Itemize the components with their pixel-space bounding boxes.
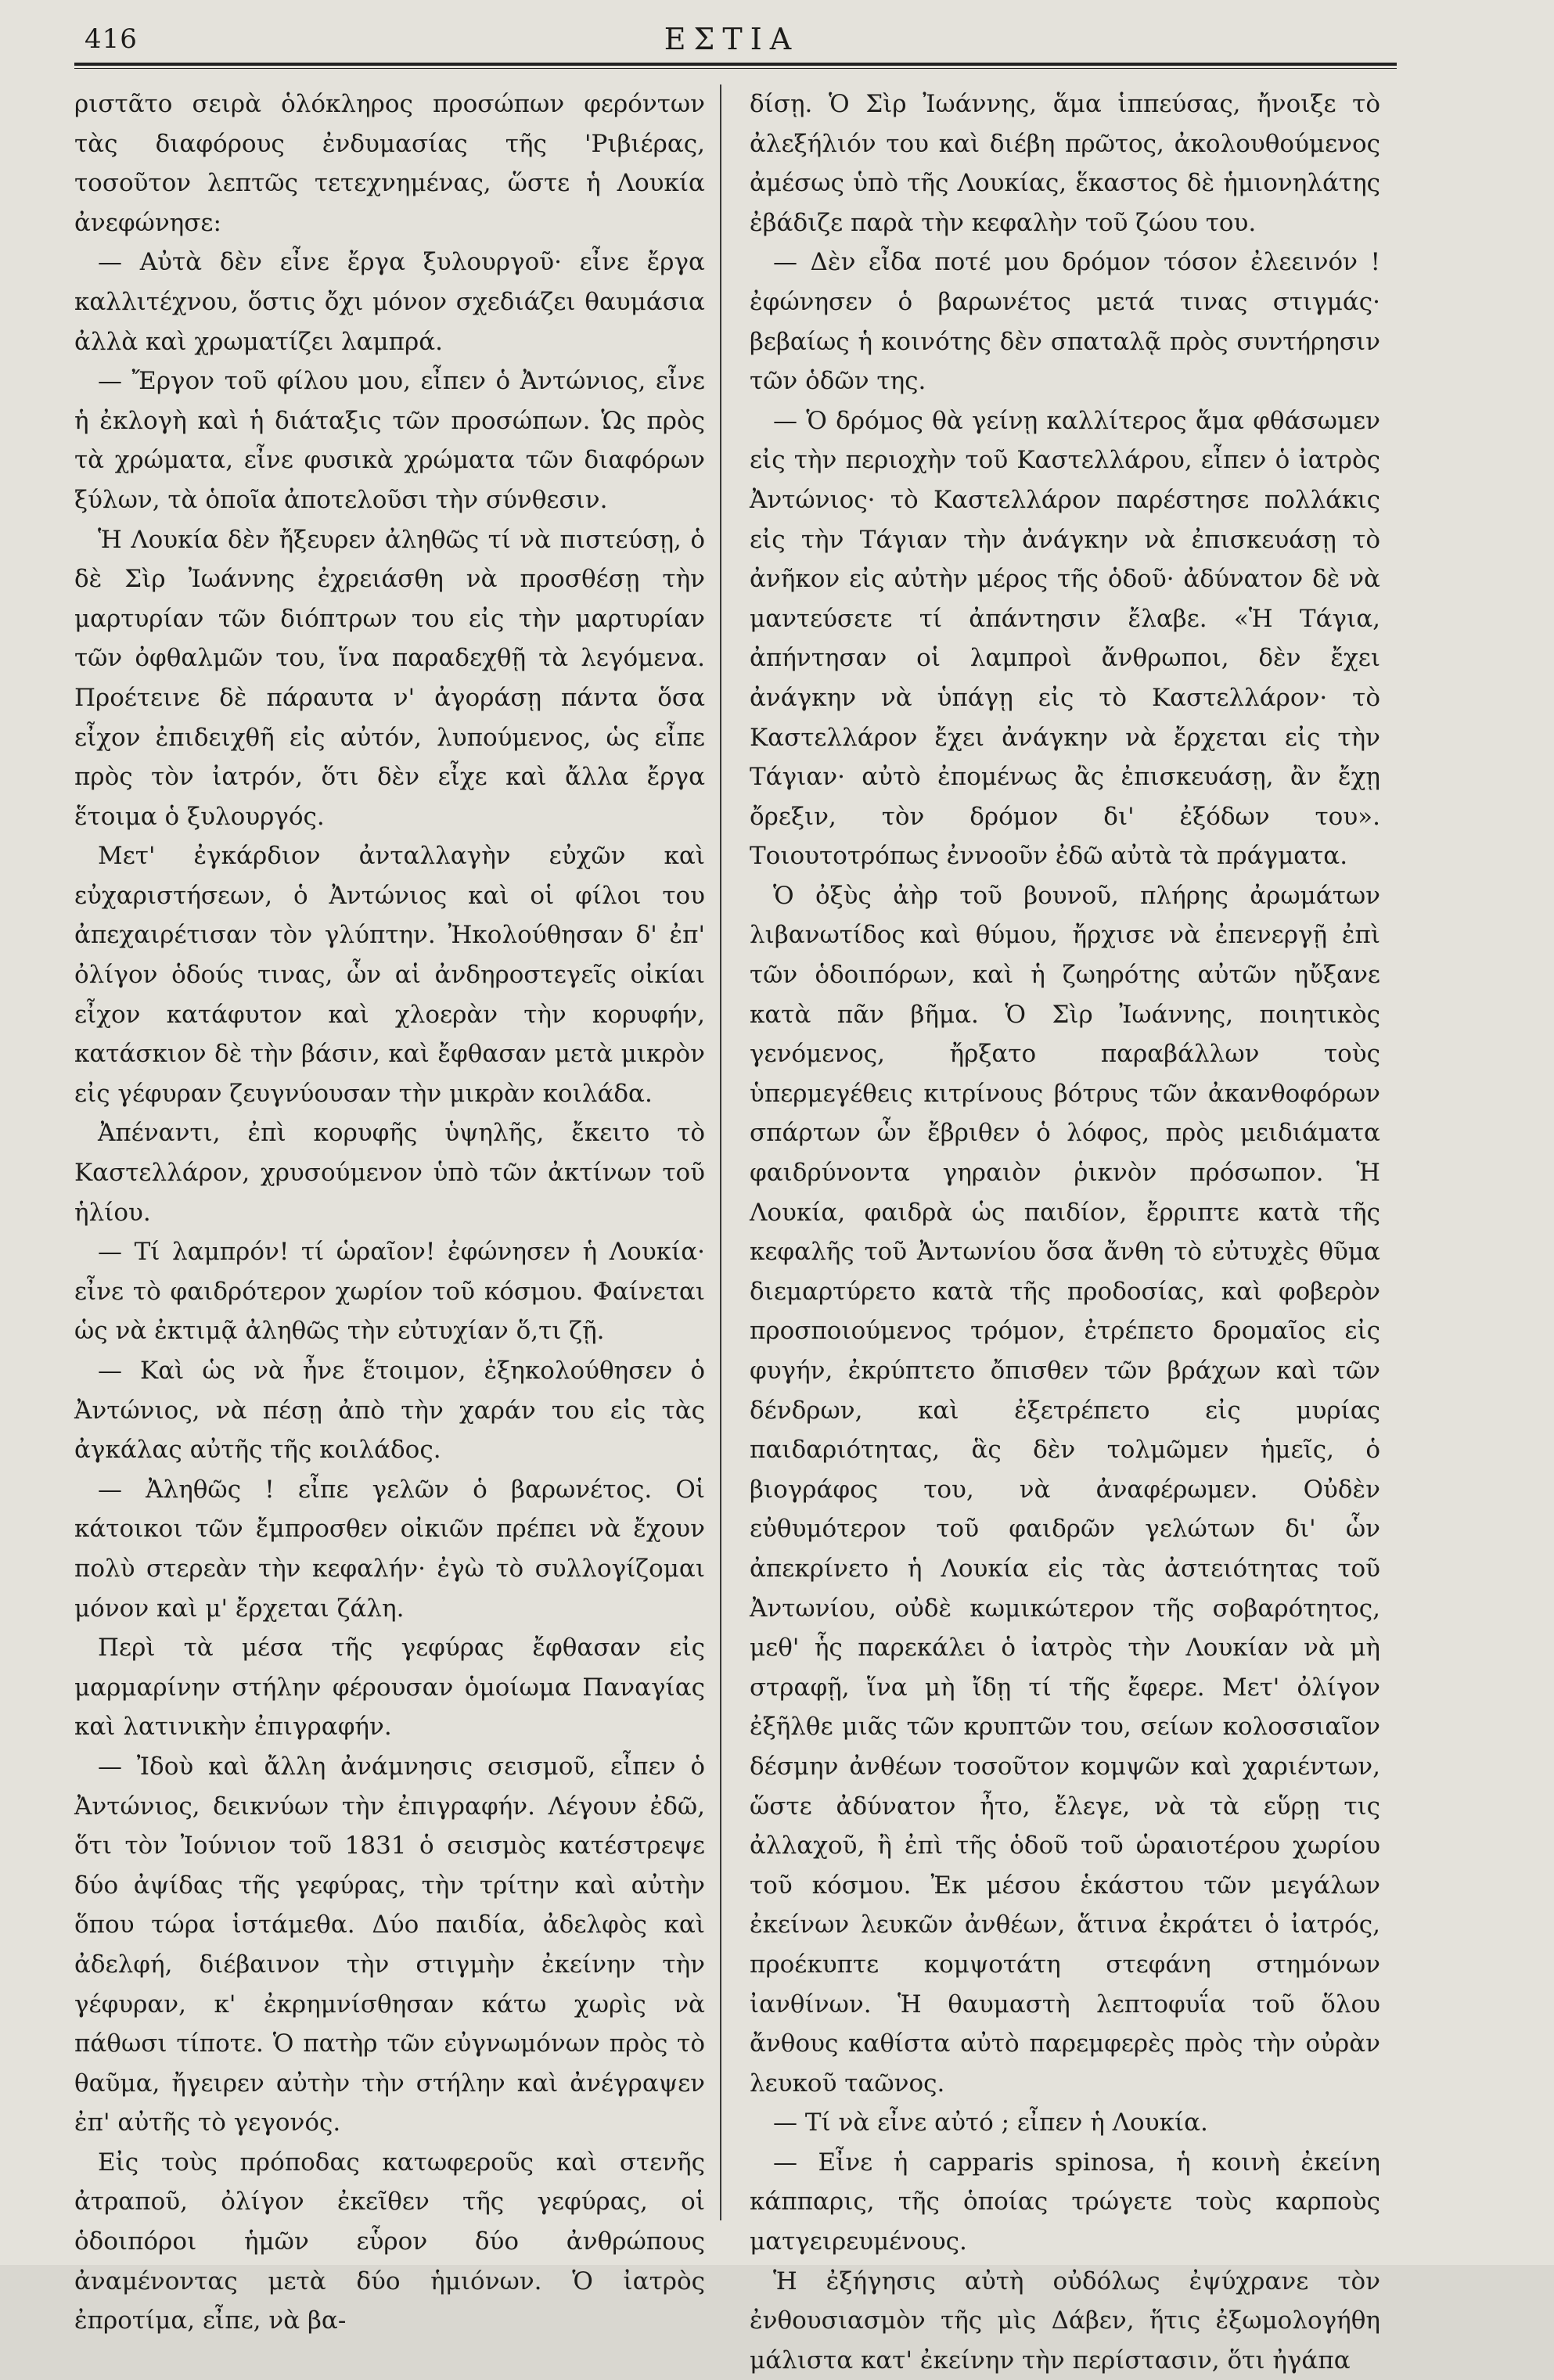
paragraph: δίσῃ. Ὁ Σὶρ Ἰωάννης, ἅμα ἱππεύσας, ἤνοιξε τὸ ἀλεξήλιόν του καὶ διέβη πρῶτος, ἀκολουθούμενος ἀμέσως ὑπὸ τῆς Λουκίας, ἕκαστος δὲ ἡμιονηλάτης ἐβάδιζε παρὰ τὴν κεφαλὴν τοῦ ζώου του. (750, 90, 1380, 237)
header-rule (74, 63, 1397, 69)
paragraph: — Τί λαμπρόν! τί ὡραῖον! ἐφώνησεν ἡ Λουκία· εἶνε τὸ φαιδρότερον χωρίον τοῦ κόσμου. Φαίνεται ὡς νὰ ἐκτιμᾷ ἀληθῶς τὴν εὐτυχίαν ὅ,τι ζῇ. (74, 1238, 705, 1346)
paragraph: — Αὐτὰ δὲν εἶνε ἔργα ξυλουργοῦ· εἶνε ἔργα καλλιτέχνου, ὅστις ὄχι μόνον σχεδιάζει θαυμάσια ἀλλὰ καὶ χρωματίζει λαμπρά. (74, 248, 705, 356)
paragraph: Περὶ τὰ μέσα τῆς γεφύρας ἔφθασαν εἰς μαρμαρίνην στήλην φέρουσαν ὁμοίωμα Παναγίας καὶ λατινικὴν ἐπιγραφήν. (74, 1634, 705, 1742)
paragraph: — Τί νὰ εἶνε αὐτό ; εἶπεν ἡ Λουκία. (773, 2109, 1208, 2137)
left-column (74, 84, 705, 2335)
paragraph: — Δὲν εἶδα ποτέ μου δρόμον τόσον ἐλεεινόν ! ἐφώνησεν ὁ βαρωνέτος μετά τινας στιγμάς· βεβαίως ἡ κοινότης δὲν σπαταλᾷ πρὸς συντήρησιν τῶν ὁδῶν της. (750, 248, 1380, 396)
page-number: 416 (85, 23, 138, 55)
right-column (750, 84, 1380, 2375)
paragraph: Ἡ ἐξήγησις αὐτὴ οὐδόλως ἐψύχρανε τὸν ἐνθουσιασμὸν τῆς μὶς Δάβεν, ἥτις ἐξωμολογήθη μάλιστα κατ' ἐκείνην τὴν περίστασιν, ὅτι ἠγάπα (750, 2267, 1380, 2375)
paragraph: — Ἰδοὺ καὶ ἄλλη ἀνάμνησις σεισμοῦ, εἶπεν ὁ Ἀντώνιος, δεικνύων τὴν ἐπιγραφήν. Λέγουν ἐδῶ, ὅτι τὸν Ἰούνιον τοῦ 1831 ὁ σεισμὸς κατέστρεψε δύο ἀψίδας τῆς γεφύρας, τὴν τρίτην καὶ αὐτὴν ὅπου τώρα ἱστάμεθα. Δύο παιδία, ἀδελφὸς καὶ ἀδελφή, διέβαινον τὴν στιγμὴν ἐκείνην τὴν γέφυραν, κ' ἐκρημνίσθησαν κάτω χωρὶς νὰ πάθωσι τίποτε. Ὁ πατὴρ τῶν εὐγνωμόνων πρὸς τὸ θαῦμα, ἤγειρεν αὐτὴν τὴν στήλην καὶ ἀνέγραψεν ἐπ' αὐτῆς τὸ γεγονός. (74, 1752, 705, 2137)
paragraph: Ὁ ὀξὺς ἀὴρ τοῦ βουνοῦ, πλήρης ἀρωμάτων λιβανωτίδος καὶ θύμου, ἤρχισε νὰ ἐπενεργῇ ἐπὶ τῶν ὁδοιπόρων, καὶ ἡ ζωηρότης αὐτῶν ηὔξανε κατὰ πᾶν βῆμα. Ὁ Σὶρ Ἰωάννης, ποιητικὸς γενόμενος, ἤρξατο παραβάλλων τοὺς ὑπερμεγέθεις κιτρίνους βότρυς τῶν ἀκανθοφόρων σπάρτων ὧν ἔβριθεν ὁ λόφος, πρὸς μειδιάματα φαιδρύνοντα γηραιὸν ῥικνὸν πρόσωπον. Ἡ Λουκία, φαιδρὰ ὡς παιδίον, ἔρριπτε κατὰ τῆς κεφαλῆς τοῦ Ἀντωνίου ὅσα ἄνθη τὸ εὐτυχὲς θῦμα διεμαρτύρετο κατὰ τῆς προδοσίας, καὶ φοβερὸν προσποιούμενος τρόμον, ἐτρέπετο δρομαῖος εἰς φυγήν, ἐκρύπτετο ὄπισθεν τῶν βράχων καὶ τῶν δένδρων, καὶ ἐξετρέπετο εἰς μυρίας παιδαριότητας, ἃς δὲν τολμῶμεν ἡμεῖς, ὁ βιογράφος του, νὰ ἀναφέρωμεν. Οὐδὲν εὐθυμότερον τοῦ φαιδρῶν γελώτων δι' ὧν ἀπεκρίνετο ἡ Λουκία εἰς τὰς ἀστειότητας τοῦ Ἀντωνίου, οὐδὲ κωμικώτερον τῆς σοβαρότητος, μεθ' ἧς παρεκάλει ὁ ἰατρὸς τὴν Λουκίαν νὰ μὴ στραφῇ, ἵνα μὴ ἴδῃ τί τῆς ἔφερε. Μετ' ὀλίγον ἐξῆλθε μιᾶς τῶν κρυπτῶν του, σείων κολοσσιαῖον δέσμην ἀνθέων τοσοῦτον κομψῶν καὶ χαριέντων, ὥστε ἀδύνατον ἦτο, ἔλεγε, νὰ τὰ εὕρῃ τις ἀλλαχοῦ, ἢ ἐπὶ τῆς ὁδοῦ τοῦ ὡραιοτέρου χωρίου τοῦ κόσμου. Ἐκ μέσου ἑκάστου τῶν μεγάλων ἐκείνων λευκῶν ἀνθέων, ἅτινα ἐκράτει ὁ ἰατρός, προέκυπτε κομψοτάτη στεφάνη στημόνων ἰανθίνων. Ἡ θαυμαστὴ λεπτοφυΐα τοῦ ὅλου ἄνθους καθίστα αὐτὸ παρεμφερὲς πρὸς τὴν οὐρὰν λευκοῦ ταῶνος. (750, 881, 1380, 2098)
paragraph: — Ἀληθῶς ! εἶπε γελῶν ὁ βαρωνέτος. Οἱ κάτοικοι τῶν ἔμπροσθεν οἰκιῶν πρέπει νὰ ἔχουν πολὺ στερεὰν τὴν κεφαλήν· ἐγὼ τὸ συλλογίζομαι μόνον καὶ μ' ἔρχεται ζάλη. (74, 1475, 705, 1623)
paragraph: — Εἶνε ἡ capparis spinosa, ἡ κοινὴ ἐκείνη κάππαρις, τῆς ὁποίας τρώγετε τοὺς καρποὺς ματγειρευμένους. (750, 2148, 1380, 2256)
paragraph: — Ὁ δρόμος θὰ γείνῃ καλλίτερος ἅμα φθάσωμεν εἰς τὴν περιοχὴν τοῦ Καστελλάρου, εἶπεν ὁ ἰατρὸς Ἀντώνιος· τὸ Καστελλάρον παρέστησε πολλάκις εἰς τὴν Τάγιαν τὴν ἀνάγκην νὰ ἐπισκευάσῃ τὸ ἀνῆκον εἰς αὐτὴν μέρος τῆς ὁδοῦ· ἀδύνατον δὲ νὰ μαντεύσετε τί ἀπάντησιν ἔλαβε. «Ἡ Τάγια, ἀπήντησαν οἱ λαμπροὶ ἄνθρωποι, δὲν ἔχει ἀνάγκην νὰ ὑπάγῃ εἰς τὸ Καστελλάρον· τὸ Καστελλάρον ἔχει ἀνάγκην νὰ ἔρχεται εἰς τὴν Τάγιαν· αὐτὸ ἐπομένως ἂς ἐπισκευάσῃ, ἂν ἔχῃ ὄρεξιν, τὸν δρόμον δι' ἐξόδων του». Τοιουτοτρόπως ἐννοοῦν ἐδῶ αὐτὰ τὰ πράγματα. (750, 406, 1380, 871)
paragraph: Εἰς τοὺς πρόποδας κατωφεροῦς καὶ στενῆς ἀτραποῦ, ὀλίγον ἐκεῖθεν τῆς γεφύρας, οἱ ὁδοιπόροι ἡμῶν εὗρον δύο ἀνθρώπους ἀναμένοντας μετὰ δύο ἡμιόνων. Ὁ ἰατρὸς ἐπροτίμα, εἶπε, νὰ βα- (74, 2148, 705, 2335)
paragraph: Ἡ Λουκία δὲν ἤξευρεν ἀληθῶς τί νὰ πιστεύσῃ, ὁ δὲ Σὶρ Ἰωάννης ἐχρειάσθη νὰ προσθέσῃ τὴν μαρτυρίαν τῶν διόπτρων του εἰς τὴν μαρτυρίαν τῶν ὀφθαλμῶν του, ἵνα παραδεχθῇ τὰ λεγόμενα. Προέτεινε δὲ πάραυτα ν' ἀγοράσῃ πάντα ὅσα εἶχον ἐπιδειχθῆ εἰς αὐτόν, λυπούμενος, ὡς εἶπε πρὸς τὸν ἰατρόν, ὅτι δὲν εἶχε καὶ ἄλλα ἔργα ἕτοιμα ὁ ξυλουργός. (74, 525, 705, 831)
paragraph: — Ἔργον τοῦ φίλου μου, εἶπεν ὁ Ἀντώνιος, εἶνε ἡ ἐκλογὴ καὶ ἡ διάταξις τῶν προσώπων. Ὡς πρὸς τὰ χρώματα, εἶνε φυσικὰ χρώματα τῶν διαφόρων ξύλων, τὰ ὁποῖα ἀποτελοῦσι τὴν σύνθεσιν. (74, 367, 705, 514)
paragraph: Μετ' ἐγκάρδιον ἀνταλλαγὴν εὐχῶν καὶ εὐχαριστήσεων, ὁ Ἀντώνιος καὶ οἱ φίλοι του ἀπεχαιρέτισαν τὸν γλύπτην. Ἠκολούθησαν δ' ἐπ' ὀλίγον ὁδούς τινας, ὧν αἱ ἀνδηροστεγεῖς οἰκίαι εἶχον κατάφυτον καὶ χλοερὰν τὴν κορυφήν, κατάσκιον δὲ τὴν βάσιν, καὶ ἔφθασαν μετὰ μικρὸν εἰς γέφυραν ζευγνύουσαν τὴν μικρὰν κοιλάδα. (74, 842, 705, 1108)
paragraph: ριστᾶτο σειρὰ ὁλόκληρος προσώπων φερόντων τὰς διαφόρους ἐνδυμασίας τῆς 'Ριβιέρας, τοσοῦτον λεπτῶς τετεχνημένας, ὥστε ἡ Λουκία ἀνεφώνησε: (74, 90, 705, 237)
page-header (70, 17, 1393, 61)
paragraph: — Καὶ ὡς νὰ ἦνε ἕτοιμον, ἐξηκολούθησεν ὁ Ἀντώνιος, νὰ πέσῃ ἀπὸ τὴν χαράν του εἰς τὰς ἀγκάλας αὐτῆς τῆς κοιλάδος. (74, 1357, 705, 1465)
journal-title: ΕΣΤΙΑ (664, 22, 800, 56)
paragraph: Ἀπέναντι, ἐπὶ κορυφῆς ὑψηλῆς, ἔκειτο τὸ Καστελλάρον, χρυσούμενον ὑπὸ τῶν ἀκτίνων τοῦ ἡλίου. (74, 1119, 705, 1227)
column-divider (720, 84, 721, 2220)
